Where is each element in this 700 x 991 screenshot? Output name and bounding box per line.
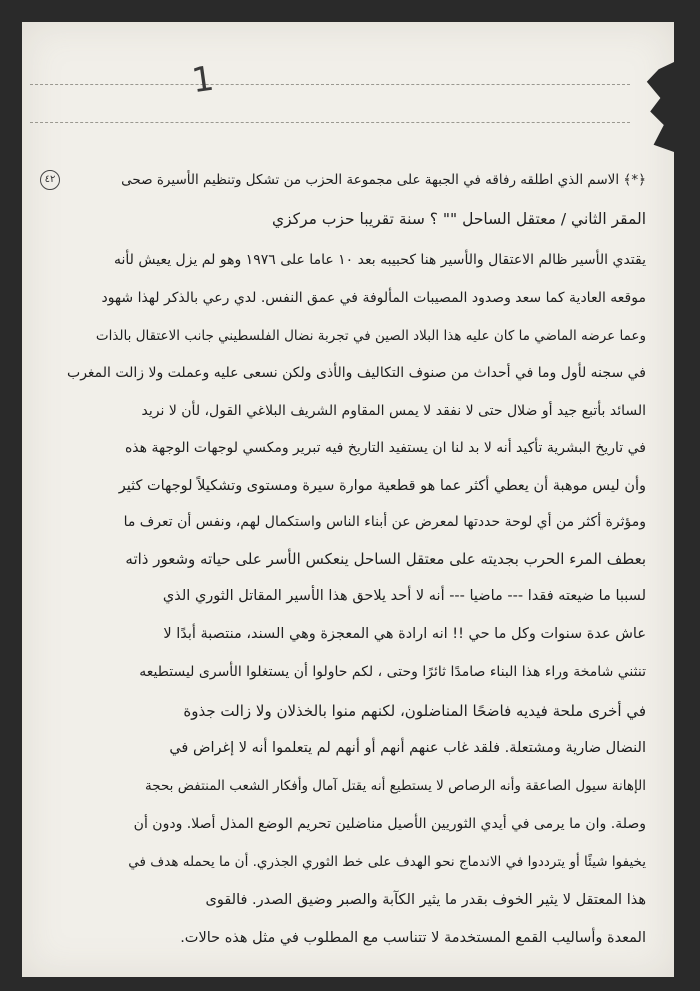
text-line-19: يخيفوا شيئًا أو يترددوا في الاندماج نحو الهدف على خط الثوري الجذري. أن ما يحمله هدف في: [128, 854, 646, 870]
text-line-11: بعطف المرء الحرب بجديته على معتقل الساحل ينعكس الأسر على حياته وشعور ذاته: [125, 550, 646, 568]
text-line-9: وأن ليس موهبة أن يعطي أكثر عما هو قطعية موارة سيرة ومستوى وتشكيلاً لوجهات كثير: [118, 478, 646, 494]
text-line-12: لسببا ما ضيعته فقدا --- ماضيا --- أنه لا أحد يلاحق هذا الأسير المقاتل الثوري الذي: [162, 588, 646, 604]
page-number: 1: [189, 58, 217, 102]
text-line-15: في أخرى ملحة فيديه فاضحًا المناضلون، لكنهم منوا بالخذلان ولا زالت جذوة: [183, 702, 646, 720]
handwritten-letter-page: [22, 22, 674, 977]
ruled-line: [30, 84, 630, 85]
text-line-1: ﴿*﴾ الاسم الذي اطلقه رفاقه في الجبهة على مجموعة الحزب من تشكل وتنظيم الأسيرة صحى: [121, 172, 646, 188]
text-line-4: موقعه العادية كما سعد وصدود المصيبات المألوفة في عمق النفس. لدي رعي بالذكر لهذا شهود: [101, 290, 646, 306]
text-line-20: هذا المعتقل لا يثير الخوف بقدر ما يثير الكآبة والصبر وضيق الصدر. فالقوى: [205, 892, 646, 908]
text-line-6: في سجنه لأول وما في أحداث من صنوف التكاليف والأذى ولكن نسعى عليه وعملت ولا زالت المغرب: [67, 365, 646, 381]
text-line-5: وعما عرضه الماضي ما كان عليه هذا البلاد الصين في تجربة نضال الفلسطيني جانب الاعتقال بالذات: [95, 328, 646, 344]
text-line-10: ومؤثرة أكثر من أي لوحة حددتها لمعرض عن أبناء الناس واستكمال لهم، ونفس أن تعرف ما: [123, 514, 646, 530]
text-line-13: عاش عدة سنوات وكل ما حي !! انه ارادة هي المعجزة وهي السند، منتصبة أبدًا لا: [163, 626, 646, 642]
text-line-18: وصلة. وان ما يرمى في أيدي الثوريين الأصيل مناضلين تحريم الوضع المذل أصلا. ودون أن: [133, 816, 646, 832]
text-line-16: النضال ضارية ومشتعلة. فلقد غاب عنهم أنهم أو أنهم لم يتعلموا أنه لا إغراض في: [169, 740, 646, 756]
text-line-7: السائد بأتبع جيد أو ضلال حتى لا نفقد لا يمس المقاوم الشريف البلاغي القول، لأن لا نريد: [141, 403, 646, 419]
torn-corner: [640, 62, 674, 152]
text-line-17: الإهانة سيول الصاعقة وأنه الرصاص لا يستطيع أنه يقتل آمال وأفكار الشعب المنتفض بحجة: [145, 778, 646, 794]
text-line-21: المعدة وأساليب القمع المستخدمة لا تتناسب مع المطلوب في مثل هذه حالات.: [180, 930, 646, 946]
margin-number-circle: ٤٢: [40, 170, 60, 190]
text-line-8: في تاريخ البشرية تأكيد أنه لا بد لنا ان يستفيد التاريخ فيه تبرير ومكسي لوجهات الوجهة هذه: [124, 440, 646, 456]
text-line-2: المقر الثاني / معتقل الساحل "" ؟ سنة تقريبا حزب مركزي: [272, 210, 646, 228]
ruled-line: [30, 122, 630, 123]
text-line-3: يقتدي الأسير ظالم الاعتقال والأسير هنا كحبيبه بعد ١٠ عاما على ١٩٧٦ وهو لم يزل يعيش لأنه: [114, 252, 646, 268]
text-line-14: تنثني شامخة وراء هذا البناء صامدًا ثائرًا وحتى ، لكم حاولوا أن يستغلوا الأسرى ليستطيعه: [139, 664, 646, 680]
